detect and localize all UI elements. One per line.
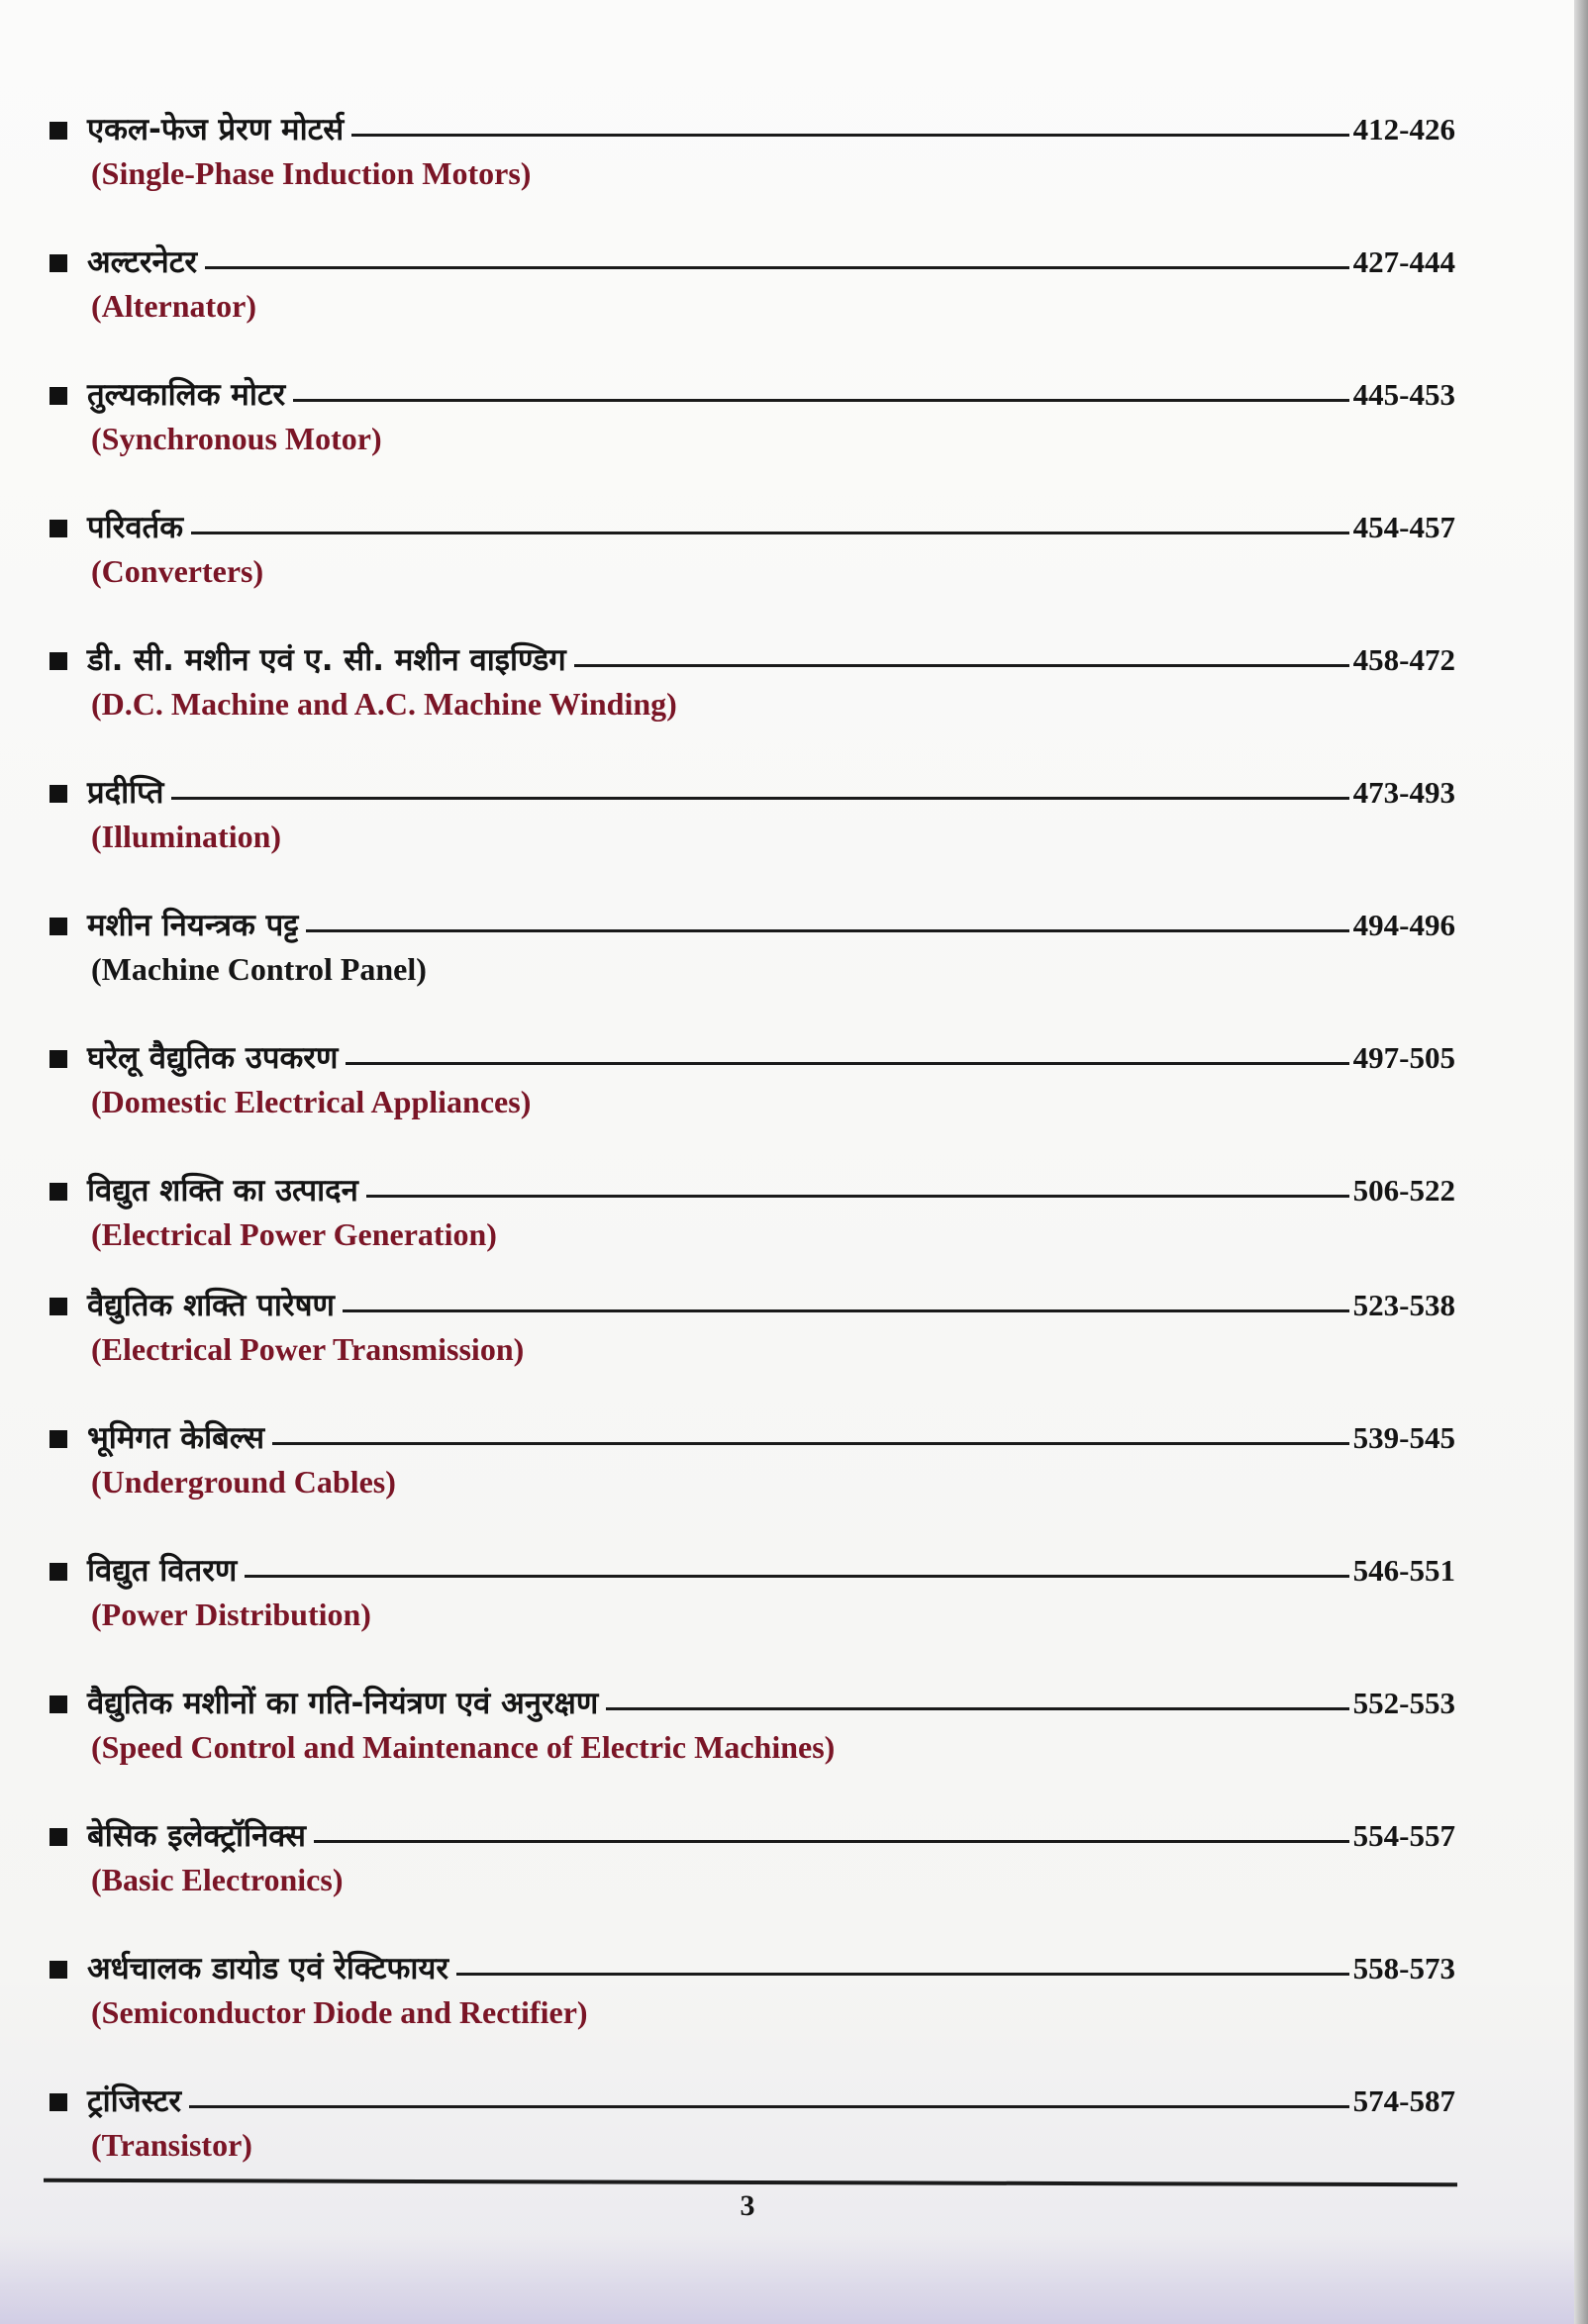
toc-entry [50,1155,1455,1270]
toc-page-range: 539-545 [1352,1420,1455,1455]
toc-english-title: (Basic Electronics) [91,1862,344,1897]
toc-hindi-title: ट्रांजिस्टर [87,2083,182,2119]
dotted-leader [191,532,1349,534]
toc-hindi-title: बेसिक इलेक्ट्रॉनिक्स [87,1818,306,1854]
toc-english-title: (Single-Phase Induction Motors) [91,155,532,191]
dotted-leader [343,1309,1349,1312]
dotted-leader [606,1707,1348,1710]
toc-hindi-title: डी. सी. मशीन एवं ए. सी. मशीन वाइण्डिग [87,642,566,678]
toc-page-range: 473-493 [1352,775,1455,810]
square-bullet-icon [50,387,67,405]
square-bullet-icon [50,1430,67,1448]
square-bullet-icon [50,652,67,670]
page-edge [1574,0,1588,2324]
dotted-leader [205,266,1349,269]
dotted-leader [346,1062,1348,1065]
toc-entry [50,1022,1455,1155]
toc-hindi-title: तुल्यकालिक मोटर [87,377,286,413]
toc-entry [50,757,1455,890]
dotted-leader [314,1840,1349,1843]
square-bullet-icon [50,520,67,537]
toc-english-title: (D.C. Machine and A.C. Machine Winding) [91,686,677,722]
toc-entry [50,94,1455,227]
toc-hindi-title: विद्युत वितरण [87,1553,238,1589]
toc-entry [50,1933,1455,2066]
toc-english-title: (Transistor) [91,2127,252,2163]
toc-entry [50,359,1455,492]
toc-english-title: (Underground Cables) [91,1464,396,1500]
toc-entry [50,890,1455,1022]
dotted-leader [245,1575,1348,1578]
toc-page-range: 552-553 [1352,1686,1455,1720]
dotted-leader [306,929,1348,932]
square-bullet-icon [50,1695,67,1713]
square-bullet-icon [50,254,67,272]
toc-english-title: (Synchronous Motor) [91,421,382,456]
table-of-contents [50,94,1455,2198]
square-bullet-icon [50,1961,67,1979]
toc-hindi-title: घरेलू वैद्युतिक उपकरण [87,1040,339,1076]
square-bullet-icon [50,1183,67,1201]
toc-page-range: 497-505 [1352,1040,1455,1075]
square-bullet-icon [50,1050,67,1068]
toc-page-range: 445-453 [1352,377,1455,412]
toc-english-title: (Speed Control and Maintenance of Electric Machines) [91,1729,836,1765]
dotted-leader [351,134,1348,137]
square-bullet-icon [50,1298,67,1315]
dotted-leader [293,399,1349,402]
toc-entry [50,625,1455,757]
dotted-leader [171,797,1348,800]
dotted-leader [574,664,1349,667]
square-bullet-icon [50,1828,67,1846]
toc-page-range: 454-457 [1352,510,1455,544]
toc-hindi-title: अल्टरनेटर [87,244,198,280]
dotted-leader [456,1973,1349,1976]
page-number: 3 [740,2189,755,2222]
page-shadow [0,2235,1588,2324]
dotted-leader [272,1442,1349,1445]
toc-page-range: 558-573 [1352,1951,1455,1985]
toc-hindi-title: अर्धचालक डायोड एवं रेक्टिफायर [87,1951,449,1986]
toc-entry [50,227,1455,359]
square-bullet-icon [50,785,67,803]
toc-english-title: (Power Distribution) [91,1597,371,1632]
toc-page-range: 546-551 [1352,1553,1455,1588]
toc-page-range: 494-496 [1352,908,1455,942]
toc-page-range: 506-522 [1352,1173,1455,1208]
toc-page-range: 554-557 [1352,1818,1455,1853]
toc-hindi-title: भूमिगत केबिल्स [87,1420,265,1456]
toc-page-range: 458-472 [1352,642,1455,677]
toc-page-range: 523-538 [1352,1288,1455,1322]
toc-page-range: 412-426 [1352,112,1455,146]
square-bullet-icon [50,122,67,140]
toc-english-title: (Electrical Power Generation) [91,1216,497,1252]
toc-hindi-title: वैद्युतिक शक्ति पारेषण [87,1288,335,1323]
toc-hindi-title: वैद्युतिक मशीनों का गति-नियंत्रण एवं अनुरक्षण [87,1686,599,1721]
toc-hindi-title: विद्युत शक्ति का उत्पादन [87,1173,358,1209]
square-bullet-icon [50,1563,67,1581]
dotted-leader [189,2105,1349,2108]
toc-entry [50,1668,1455,1800]
square-bullet-icon [50,2093,67,2111]
square-bullet-icon [50,918,67,935]
toc-entry [50,1535,1455,1668]
toc-entry [50,1270,1455,1403]
toc-hindi-title: मशीन नियन्त्रक पट्ट [87,908,299,943]
dotted-leader [366,1195,1349,1198]
toc-entry [50,1800,1455,1933]
toc-english-title: (Converters) [91,553,264,589]
toc-entry [50,1403,1455,1535]
toc-english-title: (Electrical Power Transmission) [91,1331,525,1367]
toc-hindi-title: परिवर्तक [87,510,184,545]
toc-english-title: (Machine Control Panel) [91,951,427,987]
toc-entry [50,492,1455,625]
toc-english-title: (Illumination) [91,819,282,854]
toc-english-title: (Domestic Electrical Appliances) [91,1084,532,1119]
toc-english-title: (Alternator) [91,288,257,324]
toc-hindi-title: एकल-फेज प्रेरण मोटर्स [87,112,345,147]
toc-page-range: 427-444 [1352,244,1455,279]
toc-page-range: 574-587 [1352,2083,1455,2118]
toc-english-title: (Semiconductor Diode and Rectifier) [91,1994,588,2030]
toc-hindi-title: प्रदीप्ति [87,775,164,811]
